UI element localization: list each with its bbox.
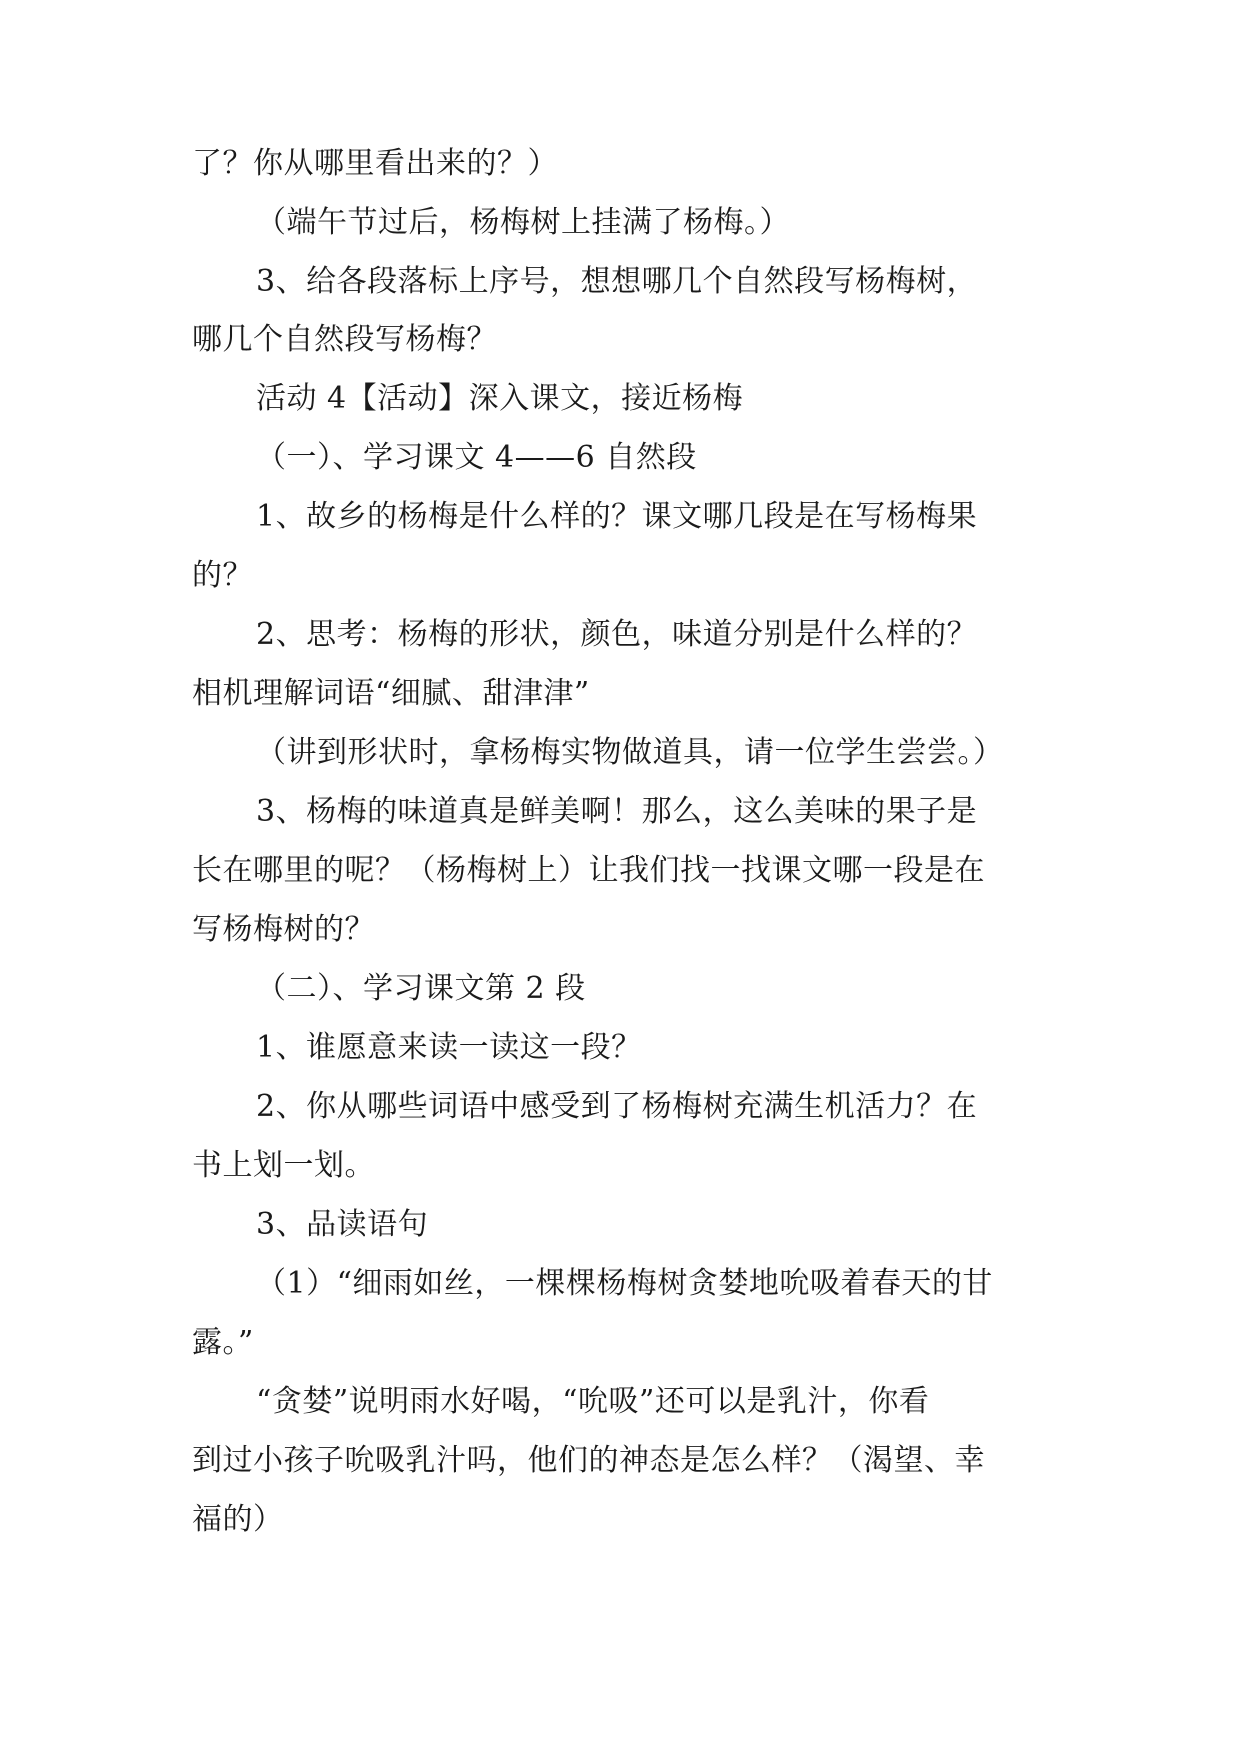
text-line: 3、给各段落标上序号，想想哪几个自然段写杨梅树， [256,264,978,299]
text-line: （二）、学习课文第 2 段 [256,971,586,1006]
text-line: （端午节过后，杨梅树上挂满了杨梅。） [256,205,790,240]
text-line: 相机理解词语“细腻、甜津津” [192,676,590,711]
text-line: 到过小孩子吮吸乳汁吗，他们的神态是怎么样？（渴望、幸 [192,1443,985,1478]
text-line: 长在哪里的呢？（杨梅树上）让我们找一找课文哪一段是在 [192,853,985,888]
text-line: “贪婪”说明雨水好喝，“吮吸”还可以是乳汁，你看 [256,1384,930,1419]
text-line: 2、你从哪些词语中感受到了杨梅树充满生机活力？在 [256,1089,978,1124]
text-line: 3、品读语句 [256,1207,429,1242]
text-line: 1、谁愿意来读一读这一段？ [256,1030,642,1065]
text-line: （一）、学习课文 4——6 自然段 [256,440,697,475]
text-line: 活动 4【活动】深入课文，接近杨梅 [256,381,744,416]
text-line: 1、故乡的杨梅是什么样的？课文哪几段是在写杨梅果 [256,499,978,534]
text-line: 2、思考：杨梅的形状，颜色，味道分别是什么样的？ [256,617,978,652]
text-line: 书上划一划。 [192,1148,375,1183]
text-line: 露。” [192,1325,254,1360]
text-line: （讲到形状时，拿杨梅实物做道具，请一位学生尝尝。） [256,735,1004,770]
text-line: 的？ [192,558,253,593]
text-line: 福的） [192,1502,284,1537]
text-line: （1）“细雨如丝，一棵棵杨梅树贪婪地吮吸着春天的甘 [256,1266,993,1301]
text-line: 3、杨梅的味道真是鲜美啊！那么，这么美味的果子是 [256,794,978,829]
text-line: 写杨梅树的？ [192,912,375,947]
text-line: 哪几个自然段写杨梅？ [192,322,497,357]
text-line: 了？你从哪里看出来的？） [192,146,558,181]
